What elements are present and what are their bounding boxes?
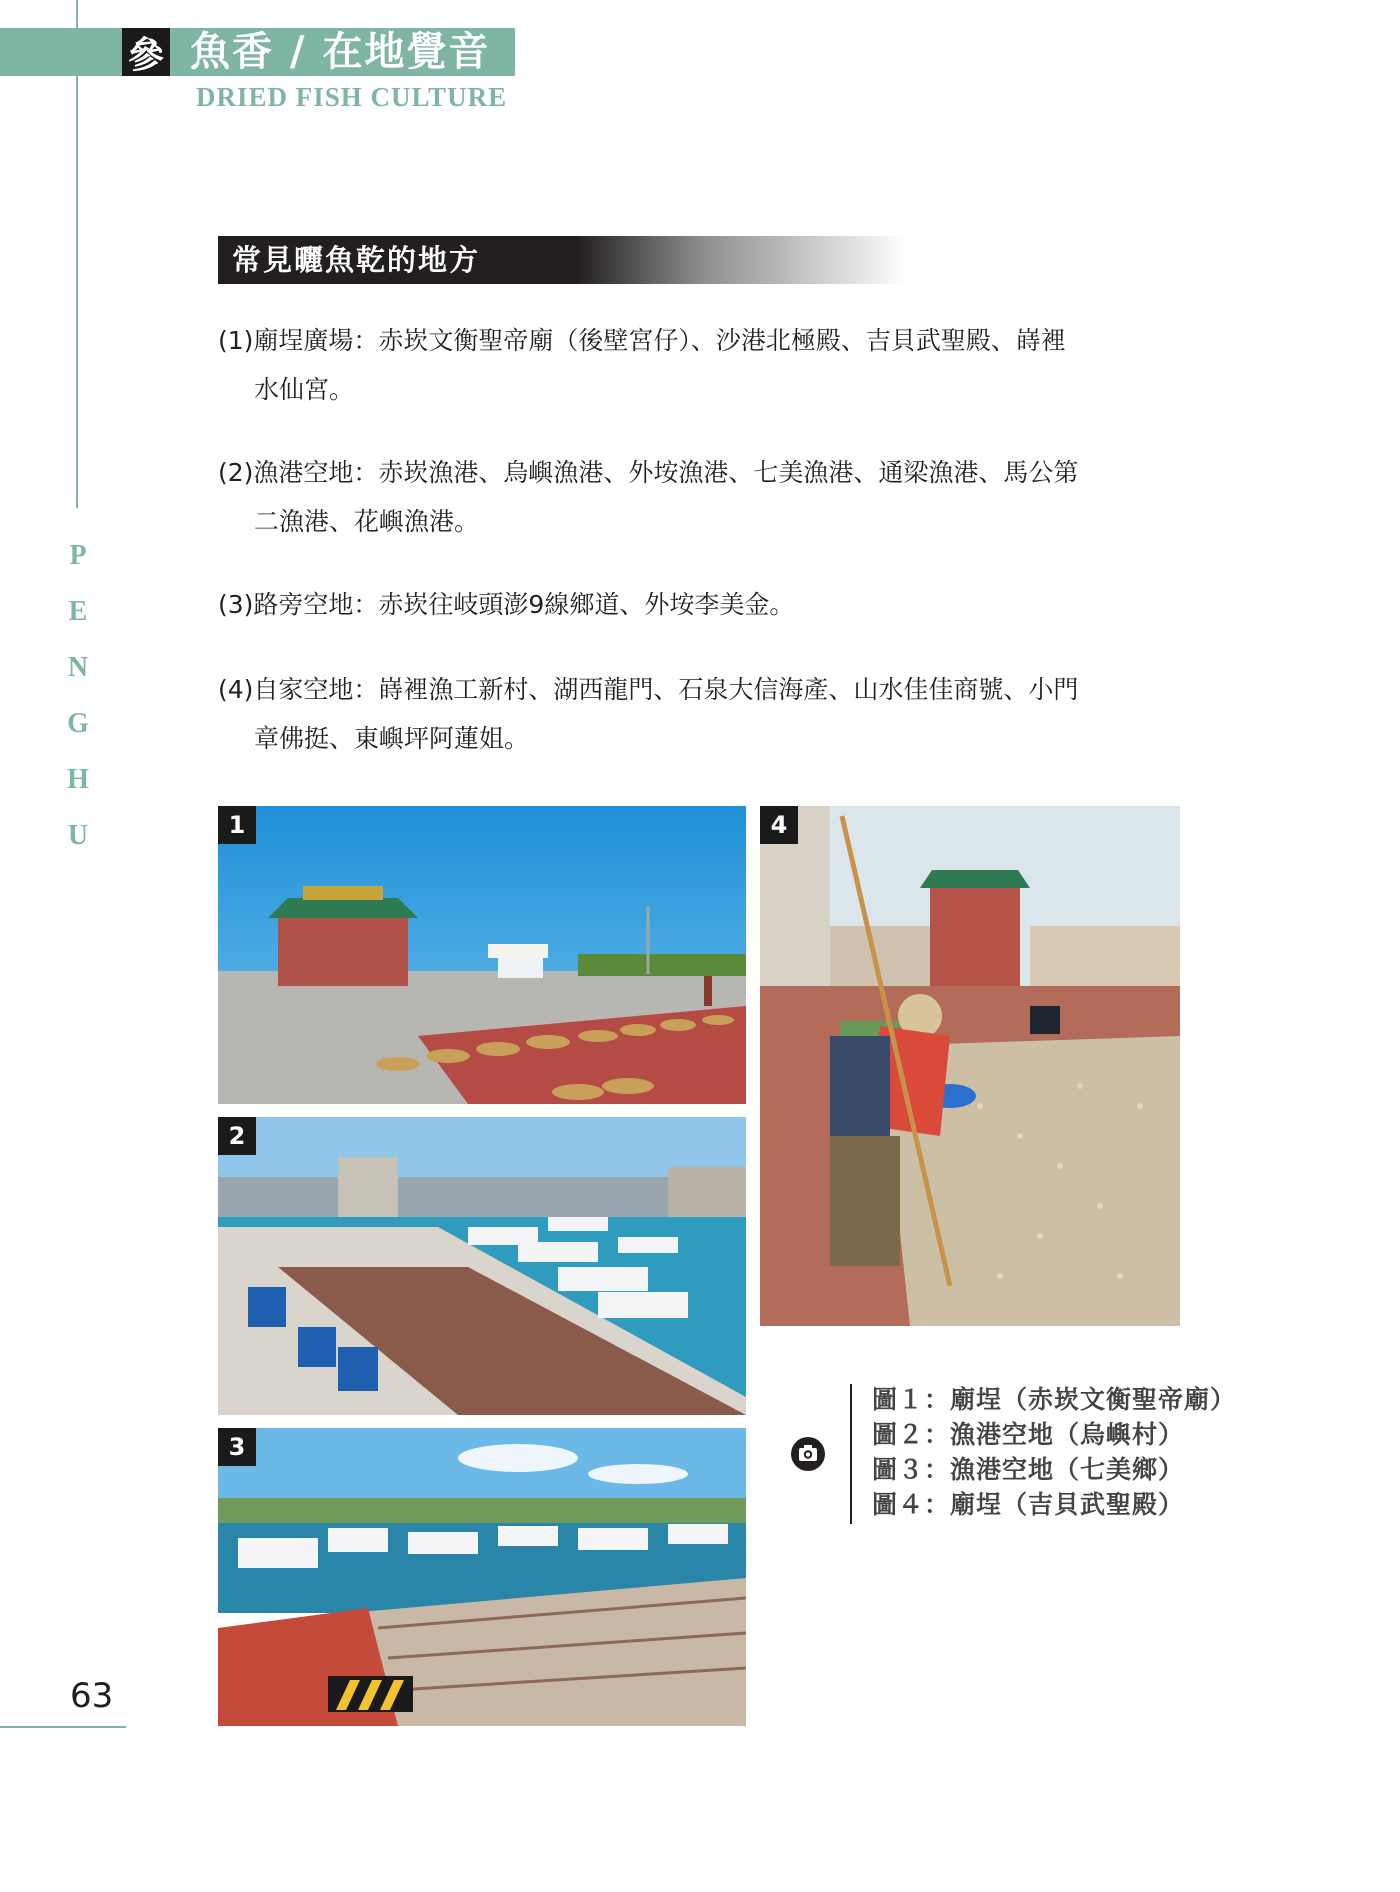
caption: 圖２：漁港空地（烏嶼村）	[872, 1420, 1185, 1449]
caption: 圖３：漁港空地（七美鄉）	[872, 1455, 1185, 1484]
list-item	[218, 448, 1178, 546]
photo-harbor-qimei	[218, 1428, 746, 1726]
list-item	[218, 316, 1178, 414]
margin-rule	[76, 0, 78, 508]
caption: 圖１：廟埕（赤崁文衡聖帝廟）	[872, 1385, 1237, 1414]
vertical-penghu-label	[62, 528, 94, 864]
chapter-subtitle: DRIED FISH CULTURE	[196, 82, 508, 112]
photo-number: 2	[218, 1117, 256, 1155]
photo-number: 4	[760, 806, 798, 844]
item-line: (2)漁港空地：赤崁漁港、烏嶼漁港、外垵漁港、七美漁港、通梁漁港、馬公第	[218, 458, 1079, 487]
item-line-continued: 水仙宮。	[254, 375, 355, 404]
photo-number: 1	[218, 806, 256, 844]
photo-number: 3	[218, 1428, 256, 1466]
photo-temple-courtyard	[760, 806, 1180, 1326]
side-letter: P	[69, 540, 87, 571]
camera-icon	[790, 1436, 826, 1472]
chapter-mark: 參	[122, 28, 170, 76]
caption-rule	[850, 1384, 852, 1524]
side-letter: E	[68, 596, 88, 627]
item-line: (4)自家空地：嵵裡漁工新村、湖西龍門、石泉大信海產、山水佳佳商號、小門	[218, 675, 1079, 704]
list-item	[218, 665, 1178, 763]
list-item	[218, 580, 1178, 629]
caption: 圖４：廟埕（吉貝武聖殿）	[872, 1490, 1185, 1519]
item-line: (3)路旁空地：赤崁往岐頭澎9線鄉道、外垵李美金。	[218, 590, 795, 619]
side-letter: H	[67, 764, 89, 795]
item-line: (1)廟埕廣場：赤崁文衡聖帝廟（後壁宮仔）、沙港北極殿、吉貝武聖殿、嵵裡	[218, 326, 1066, 355]
side-letter: N	[67, 652, 89, 683]
item-line-continued: 二漁港、花嶼漁港。	[254, 507, 480, 536]
photo-harbor-wuyu	[218, 1117, 746, 1415]
page-number: 63	[70, 1676, 114, 1716]
item-line-continued: 章佛挺、東嶼坪阿蓮姐。	[254, 724, 530, 753]
page-number-rule	[0, 1726, 126, 1728]
chapter-title: 魚香 / 在地覺音	[190, 28, 491, 75]
side-letter: G	[67, 708, 89, 739]
section-title: 常見曬魚乾的地方	[232, 243, 481, 277]
side-letter: U	[67, 820, 89, 851]
photo-temple-square	[218, 806, 746, 1104]
photo-captions	[872, 1382, 1236, 1522]
